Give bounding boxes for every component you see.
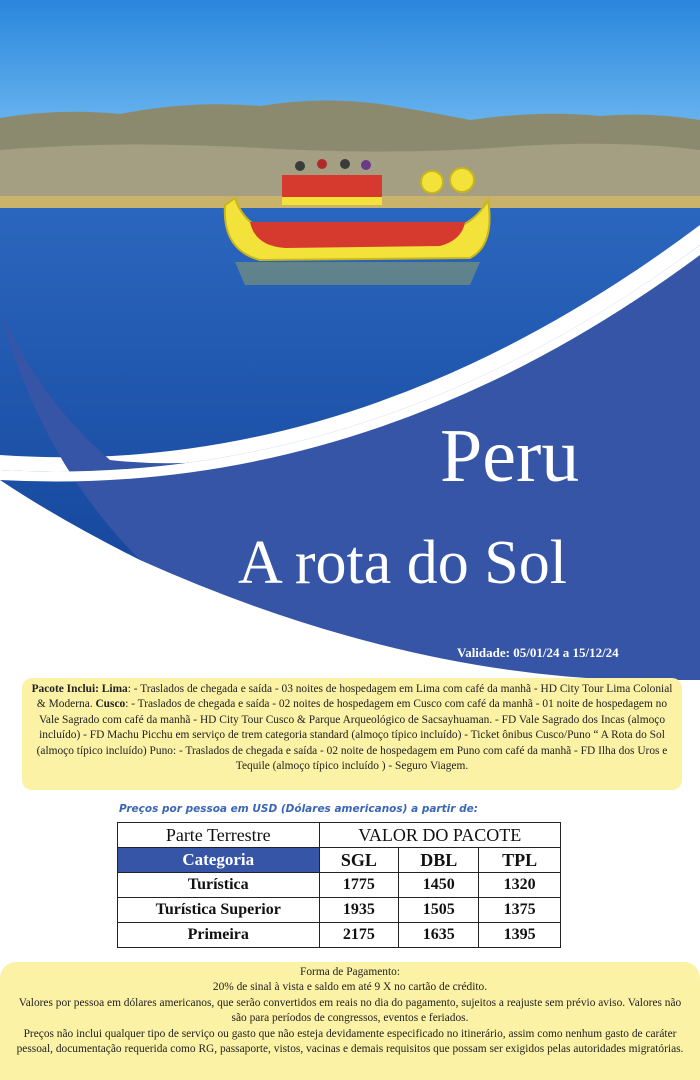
- category-name: Primeira: [118, 923, 320, 948]
- price-dbl: 1450: [399, 873, 479, 898]
- price-tpl: 1375: [479, 898, 561, 923]
- header-categoria: Categoria: [118, 848, 320, 873]
- price-tpl: 1320: [479, 873, 561, 898]
- includes-label-cusco: Cusco: [95, 698, 126, 711]
- header-parte-terrestre: Parte Terrestre: [118, 823, 320, 848]
- includes-text-cusco: : - Traslados de chegada e saída - 02 noites de hospedagem em Cusco com café da manhã - 01 noite de hospedagem no Vale Sagrado com café da manhã - HD City Tour Cusco & Parque Arqueológico de Sacsayhuaman. - FD Vale Sagrado dos Incas (almoço incluído) - FD Machu Picchu em serviço de trem categoria standard (almoço típico incluído) - Ticket ônibus Cusco/Puno “ A Rota do Sol (almoço típico incluído) Puno: - Traslados de chegada e saída - 02 noite de hospedagem em Puno com café da manhã - FD Ilha dos Uros e Tequile (almoço típico incluído ) - Seguro Viagem.: [36, 698, 668, 773]
- header-tpl: TPL: [479, 848, 561, 873]
- category-name: Turística: [118, 873, 320, 898]
- header-dbl: DBL: [399, 848, 479, 873]
- header-valor-pacote: VALOR DO PACOTE: [319, 823, 561, 848]
- price-tpl: 1395: [479, 923, 561, 948]
- price-dbl: 1505: [399, 898, 479, 923]
- validity-dates: Validade: 05/01/24 a 15/12/24: [457, 645, 619, 660]
- table-header-row: [118, 823, 561, 848]
- table-row: [118, 898, 561, 923]
- price-sgl: 1935: [319, 898, 399, 923]
- payment-terms-box: [0, 962, 700, 1080]
- price-sgl: 1775: [319, 873, 399, 898]
- price-sgl: 2175: [319, 923, 399, 948]
- prices-caption: Preços por pessoa em USD (Dólares americanos) a partir de:: [119, 803, 478, 815]
- payment-line-1: 20% de sinal à vista e saldo em até 9 X no cartão de crédito.: [212, 981, 488, 994]
- boat-reflection: [235, 262, 480, 285]
- header-sgl: SGL: [319, 848, 399, 873]
- title-peru: Peru: [440, 414, 580, 498]
- payment-line-3: Preços não inclui qualquer tipo de serviço ou gasto que não esteja devidamente especificado no itinerário, assim como nenhum gasto de caráter pessoal, documentação requerida como RG, passaporte, vistos, vacinas e demais requisitos que possam ser exigidos pelas autoridades migratórias.: [16, 1027, 684, 1056]
- price-dbl: 1635: [399, 923, 479, 948]
- table-row: [118, 923, 561, 948]
- includes-label-lima: Pacote Inclui: Lima: [31, 683, 128, 695]
- title-rota-do-sol: A rota do Sol: [238, 529, 567, 597]
- payment-line-2: Valores por pessoa em dólares americanos, que serão convertidos em reais no dia do pagamento, sujeitos a reajuste sem prévio aviso. Valores não são para períodos de congressos, eventos e feriados.: [18, 996, 682, 1025]
- payment-title: Forma de Pagamento:: [300, 966, 400, 978]
- table-subheader-row: [118, 848, 561, 873]
- package-includes-box: [22, 678, 682, 790]
- category-name: Turística Superior: [118, 898, 320, 923]
- includes-text-lima: : - Traslados de chegada e saída - 03 noites de hospedagem em Lima com café da manhã - HD City Tour Lima Colonial & Moderna.: [36, 683, 673, 711]
- price-table: [117, 822, 561, 948]
- table-row: [118, 873, 561, 898]
